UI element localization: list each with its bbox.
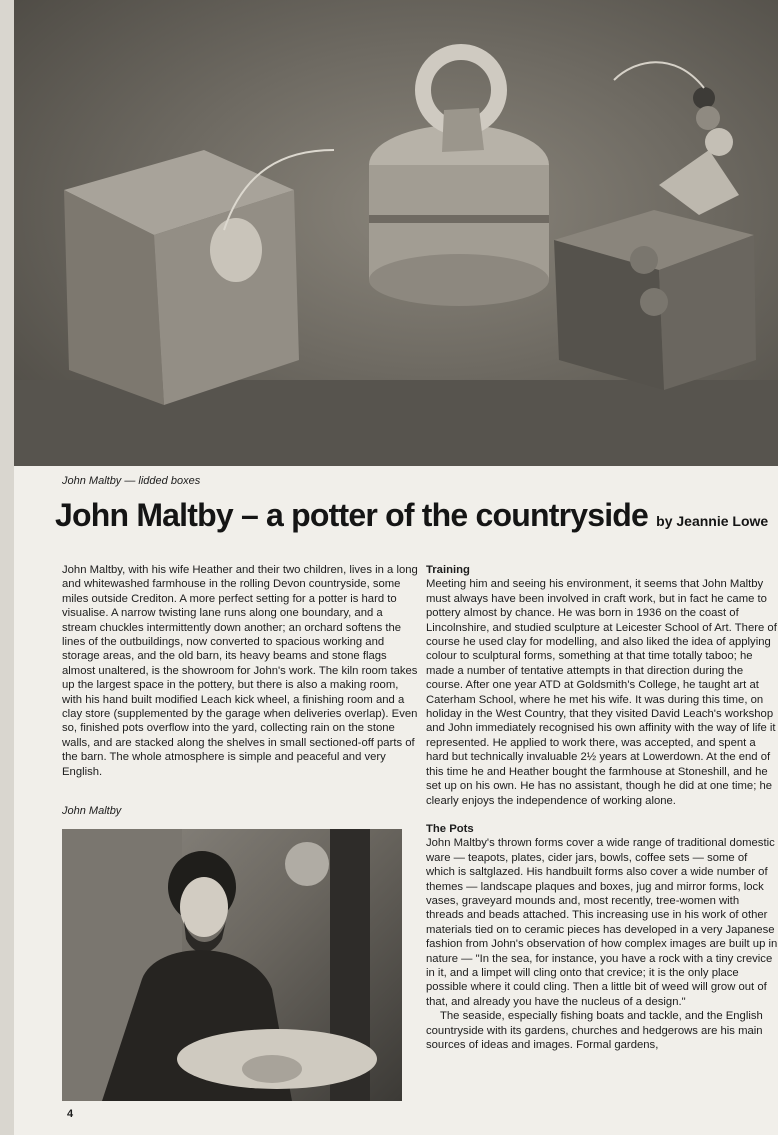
pots-paragraph-2: The seaside, especially fishing boats and tackle, and the English countryside with its gardens, churches and hedgerows are his main sources of ideas and images. Formal gardens, [426, 1010, 763, 1051]
page-edge [0, 0, 14, 1135]
left-column [62, 563, 418, 779]
training-paragraph: Meeting him and seeing his environment, it seems that John Maltby must always have been involved in craft work, but in fact he came to pottery almost by chance. He was born in 1936 on the coast of Lincolnshire, and studied sculpture at Leicester School of Art. There of course he used clay for modelling, and also liked the idea of applying colour to sculptural forms, something at that time totally taboo; he made a number of tentative attempts in that direction during the course. After one year ATD at Goldsmith's College, he taught art at Caterham School, where he met his wife. It was during this time, on holiday in the West Country, that they visited David Leach's workshop and John immediately recognised his own affinity with the way of life it represented. He applied to work there, was accepted, and spent a hard but technically invaluable 2½ years at Lowerdown. At the end of this time he and Heather bought the farmhouse at Stoneshill, and he set up on his own. He has no assistant, though he did at one time; he clearly enjoys the independence of working alone. [426, 578, 777, 807]
lidded-boxes-caption: John Maltby — lidded boxes [62, 475, 201, 487]
pots-heading: The Pots [426, 822, 474, 835]
page-number: 4 [67, 1108, 74, 1120]
title-text: John Maltby – a potter of the countryside [55, 497, 649, 533]
right-column [426, 563, 778, 1052]
training-heading: Training [426, 564, 470, 576]
byline: by Jeannie Lowe [656, 513, 769, 529]
portrait-photo [62, 829, 402, 1101]
article-title [55, 497, 768, 534]
lidded-boxes-photo [14, 0, 778, 466]
portrait-caption: John Maltby [62, 805, 122, 817]
intro-paragraph: John Maltby, with his wife Heather and their two children, lives in a long and whitewashed farmhouse in the rolling Devon countryside, some miles outside Crediton. A more perfect setting for a potter is hard to visualise. A narrow twisting lane runs along one boundary, and a stream chuckles intermittently down another; an orchard softens the lines of the outbuildings, now converted to spacious working and storage areas, and the old barn, its heavy beams and stone flags almost unaltered, is the showroom for John's work. The kiln room takes up the largest space in the pottery, but there is also a making room, with his hand built modified Leach kick wheel, a finishing room and a clay store (supplemented by the garage when deliveries overlap). Even so, finished pots overflow into the yard, collecting rain on the stone walls, and are stacked along the shelves in small sectioned-off parts of the barn. The whole atmosphere is simple and peaceful and very English. [62, 564, 418, 778]
pots-paragraph-1: John Maltby's thrown forms cover a wide range of traditional domestic ware — teapots, plates, cider jars, bowls, coffee sets — some of which is saltglazed. His handbuilt forms also cover a wide number of themes — landscape plaques and boxes, jug and mirror forms, lock vases, graveyard mounds and, most recently, tree-women with threads and beads attached. This increasing use in his work of other materials tied on to ceramic pieces has developed in a very Japanese fashion from John's observation of how complex images are built up in nature — "In the sea, for instance, you have a rock with a tiny crevice in it, and a limpet will cling onto that crevice; it is the only place possible where it could cling. Then a little bit of weed will grow out of that, and already you have the nucleus of a design." [426, 837, 778, 1008]
